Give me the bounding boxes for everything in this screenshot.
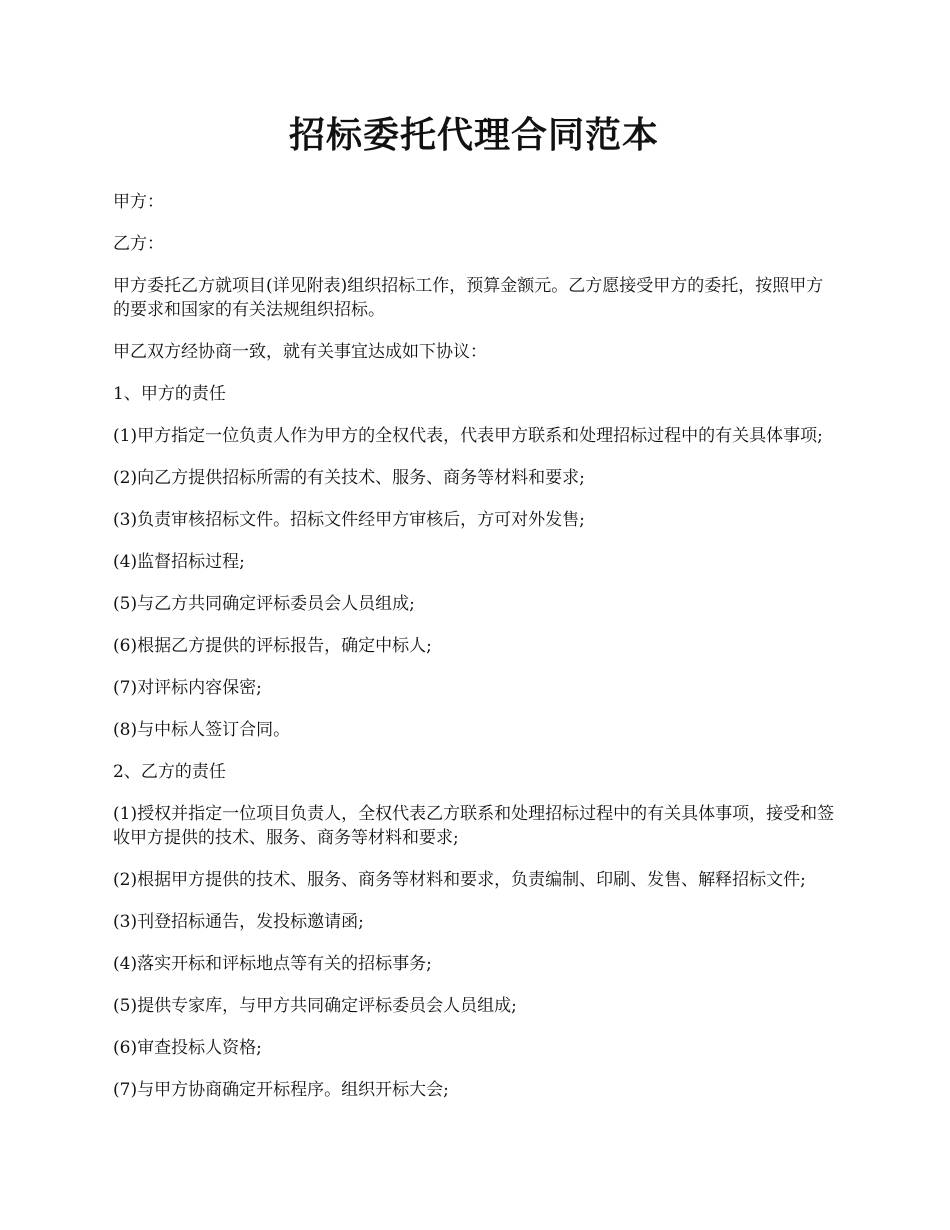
party-a-line: 甲方： bbox=[113, 192, 164, 212]
clause-item: (4)落实开标和评标地点等有关的招标事务; bbox=[113, 954, 432, 974]
clause-item: (2)根据甲方提供的技术、服务、商务等材料和要求，负责编制、印刷、发售、解释招标文件; bbox=[113, 870, 806, 890]
clause-item: (7)对评标内容保密; bbox=[113, 678, 262, 698]
clause-item: (2)向乙方提供招标所需的有关技术、服务、商务等材料和要求; bbox=[113, 468, 585, 488]
intro-paragraph: 甲方委托乙方就项目(详见附表)组织招标工作，预算金额元。乙方愿接受甲方的委托，按照甲方的要求和国家的有关法规组织招标。 bbox=[113, 276, 824, 320]
clause-item: (6)审查投标人资格; bbox=[113, 1038, 262, 1058]
clause-item: (1)甲方指定一位负责人作为甲方的全权代表，代表甲方联系和处理招标过程中的有关具体事项; bbox=[113, 426, 823, 446]
clause-item: (6)根据乙方提供的评标报告，确定中标人; bbox=[113, 636, 432, 656]
clause-item: (3)负责审核招标文件。招标文件经甲方审核后，方可对外发售; bbox=[113, 510, 585, 530]
clause-item: (5)与乙方共同确定评标委员会人员组成; bbox=[113, 594, 415, 614]
clause-item: (5)提供专家库，与甲方共同确定评标委员会人员组成; bbox=[113, 996, 517, 1016]
clause-item: (1)授权并指定一位项目负责人，全权代表乙方联系和处理招标过程中的有关具体事项，接受和签收甲方提供的技术、服务、商务等材料和要求; bbox=[113, 804, 835, 848]
document-title: 招标委托代理合同范本 bbox=[288, 114, 659, 156]
clause-item: (3)刊登招标通告，发投标邀请函; bbox=[113, 912, 364, 932]
party-b-line: 乙方： bbox=[113, 234, 164, 254]
section-heading-party-b: 2、乙方的责任 bbox=[113, 762, 226, 782]
section-heading-party-a: 1、甲方的责任 bbox=[113, 384, 226, 404]
clause-item: (8)与中标人签订合同。 bbox=[113, 720, 291, 740]
clause-item: (4)监督招标过程; bbox=[113, 552, 245, 572]
agreement-paragraph: 甲乙双方经协商一致，就有关事宜达成如下协议： bbox=[113, 342, 487, 362]
clause-item: (7)与甲方协商确定开标程序。组织开标大会; bbox=[113, 1080, 449, 1100]
